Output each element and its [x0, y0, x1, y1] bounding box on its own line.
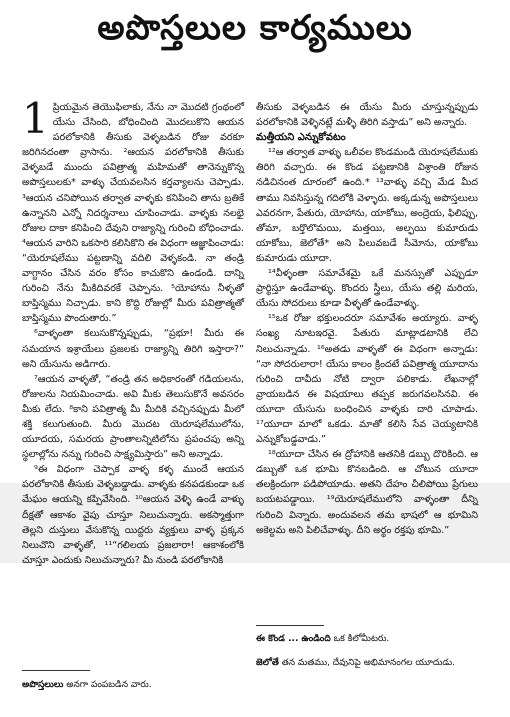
footnote-right-2 — [256, 656, 486, 670]
left-column — [22, 94, 244, 568]
footnote-right-2-text: తన మతము, దేవునిపై అభిమానంగల యూదుడు. — [281, 658, 456, 668]
left-paragraph-1 — [22, 94, 244, 326]
page-title: అపొస్తలుల కార్యములు — [97, 8, 413, 48]
footnote-right-1-text: ఒక కిలోమీటరు. — [333, 634, 390, 644]
left-footnote-divider — [22, 670, 90, 671]
right-paragraph-2: ¹⁴వీళ్ళంతా సమావేశమై ఒకే మనస్సుతో ఎప్పుడూ ప్రార్థిస్తూ ఉండేవాళ్ళు. కొందరు స్త్రీలు, యేసు తల్లి మరియ, యేసు సోదరులు కూడా వీళ్ళతో ఉండేవాళ్ళు. — [256, 268, 478, 310]
chapter-number: 1 — [22, 94, 49, 143]
footnote-left-text: అనగా పంపబడిన వారు. — [66, 680, 152, 690]
section-heading: మత్తీయని ఎన్నుకోవటం — [256, 132, 346, 144]
left-paragraph-4: ⁹ఈ విధంగా చెప్పాక వాళ్ళ కళ్ళ ముందే ఆయన పరలోకానికి తీసుకు వెళ్ళబడ్డాడు. వాళ్ళకు కనపడకుండా ఒక మేఘం ఆయన్ని కప్పివేసింది. ¹⁰ఆయన వెళ్ళి ఉండే వాళ్ళు దీక్షతో ఆకాశం వైపు చూస్తూ నిలుచున్నారు. అకస్మాత్తుగా తెల్లని దుస్తులు వేసుకొన్న యిద్దరు వ్యక్తులు వాళ్ళ ప్రక్కన నిలుచొని వాళ్ళతో, ¹¹“గలిలయ ప్రజలారా! ఆకాశంలోకి చూస్తూ ఎందుకు నిలుచున్నారు? మీ నుండి పరలోకానికి — [22, 464, 244, 566]
left-paragraph-3: ⁷ఆయన వాళ్ళతో, “తండ్రి తన అధికారంతో గడియలను, రోజులను నియమించాడు. అవి మీకు తెలుసుకొనే అవసరం మీకు లేదు. ⁸కాని పవిత్రాత్మ మీ మీదికి వచ్చినప్పుడు మీలో శక్తి కలుగుతుంది. మీరు మొదట యెరూషలేములోను, యూదయ, సమరయ ప్రాంతాలన్నిటిలోను ప్రపంచపు అన్ని స్థలాల్లోను నన్ను గురించి సాక్ష్యమిస్తారు” అని అన్నాడు. — [22, 373, 244, 461]
footnote-right-1 — [256, 632, 486, 646]
footnote-right-1-term: ఈ కొండ ... ఉండింది — [256, 634, 331, 644]
right-paragraph-3: ¹⁵ఒక రోజు భక్తులందరూ సమావేశం అయ్యారు. వాళ్ళ సంఖ్య నూటఇరవై. పేతురు మాట్లాడటానికి లేచి నిలుచున్నాడు. ¹⁶అతడు వాళ్ళతో ఈ విధంగా అన్నాడు: “నా సోదరులారా! యేసు కాలం క్రిందటే పవిత్రాత్మ యూదాను గురించి దావీదు నోటి ద్వారా పలికాడు. లేఖనాల్లో వ్రాయబడిన ఈ విషయాలు తప్పక జరుగవలసినవి. ఈ యూదా యేసును బంధించిన వాళ్ళకు దారి చూపాడు. ¹⁷యూదా మాలో ఒకడు. మాతో కలిసి సేవ చెయ్యటానికి ఎన్నుకోబడ్డవాడు.” — [256, 313, 478, 446]
right-paragraph-4: ¹⁸యూదా చేసిన ఈ ద్రోహానికి ఆతనికి డబ్బు దొరికింది. ఆ డబ్బుతో ఒక భూమి కొనబడింది. ఆ చోటున యూదా తలక్రిందుగా పడిపోయాడు. అతని దేహం చీలిపోయి ప్రేగులు బయటపడ్డాయి. ¹⁹యెరూషలేములోని వాళ్ళంతా దీన్ని గురించి విన్నారు. అందువలన తమ భాషలో ఆ భూమిని అకెల్దమ అని పిలిచేవాళ్ళు. దీని అర్థం రక్తపు భూమి.” — [256, 449, 478, 536]
right-paragraph-1: ¹²ఆ తర్వాత వాళ్ళు ఒలీవల కొండమండి యెరూషలేముకు తిరిగి వచ్చారు. ఈ కొండ పట్టణానికి విశ్రాంతి రోజున నడిచినంత దూరంలో ఉంది.* ¹³వాళ్ళు వచ్చి మేడ మీద తాము నివసిస్తున్న గదిలోకి వెళ్ళారు. అక్కడున్న అపొస్తలులు ఎవరనగా, పేతురు, యోహాను, యాకోబు, అంద్రెయ, ఫిలిప్పు, తోమా, బర్తొలొమయి, మత్తయి, అల్ఫయి కుమారుడు యాకోబు, జెలోతే* అని పిలువబడే సీమోను, యాకోబు కుమారుడు యూదా. — [256, 147, 479, 264]
right-footnote-divider — [256, 625, 324, 626]
footnote-left-term: అపొస్తలులు — [22, 680, 64, 690]
left-paragraph-1-text: ప్రియమైన తెయొఫిలాకు, నేను నా మొదటి గ్రంథంలో యేసు చేసింది, బోధించింది మొదలుకొని ఆయన పరలోకానికి తీసుకు వెళ్ళబడిన రోజు వరకూ జరిగినదంతా వ్రాసాను. ²ఆయన పరలోకానికి తీసుకు వెళ్ళబడే ముందు పవిత్రాత్మ మహిమతో తానెన్నుకొన్న అపొస్తలులకు* వాళ్ళు చేయవలసిన కర్తవ్యాలను చెప్పాడు. ³ఆయన చనిపోయిన తర్వాత వాళ్ళకు కనిపించి తాను బ్రతికే ఉన్నానని ఎన్నో నిదర్శనాలు చూపించాడు. వాళ్ళకు నలభై రోజుల దాకా కనిపించి దేవుని రాజ్యాన్ని గురించి బోధించాడు. ⁴ఆయన వారిని ఒకసారి కలిసికొని ఈ విధంగా ఆజ్ఞాపించాడు: “యెరూషలేము పట్టణాన్ని వదిలి వెళ్ళకండి. నా తండ్రి వాగ్దానం చేసిన వరం కోసం కాచుకొని ఉండండి. దాన్ని గురించి నేను మీకిదివరకే చెప్పాను. ⁵యోహాను నీళ్ళతో బాప్తిస్మము నిచ్చాడు. కాని కొద్ది రోజుల్లో మీరు పవిత్రాత్మతో బాప్తిస్మము పొందుతారు.” — [22, 102, 244, 325]
footnote-right-2-term: జెలోతే — [256, 658, 279, 668]
right-column — [256, 100, 478, 538]
left-paragraph-2: ⁶వాళ్ళంతా కలుసుకొన్నప్పుడు, “ప్రభూ! మీరు ఈ సమయాన ఇశ్రాయేలు ప్రజలకు రాజ్యాన్ని తిరిగి ఇస్తారా?” అని యేసును అడిగారు. — [22, 328, 244, 370]
right-intro: తీసుకు వెళ్ళబడిన ఈ యేసు మీరు చూస్తున్నప్పుడు పరలోకానికి వెళ్ళినట్లే మళ్ళీ తిరిగి వస్తాడు” అని అన్నారు. — [256, 102, 478, 129]
footnote-left — [22, 678, 244, 692]
